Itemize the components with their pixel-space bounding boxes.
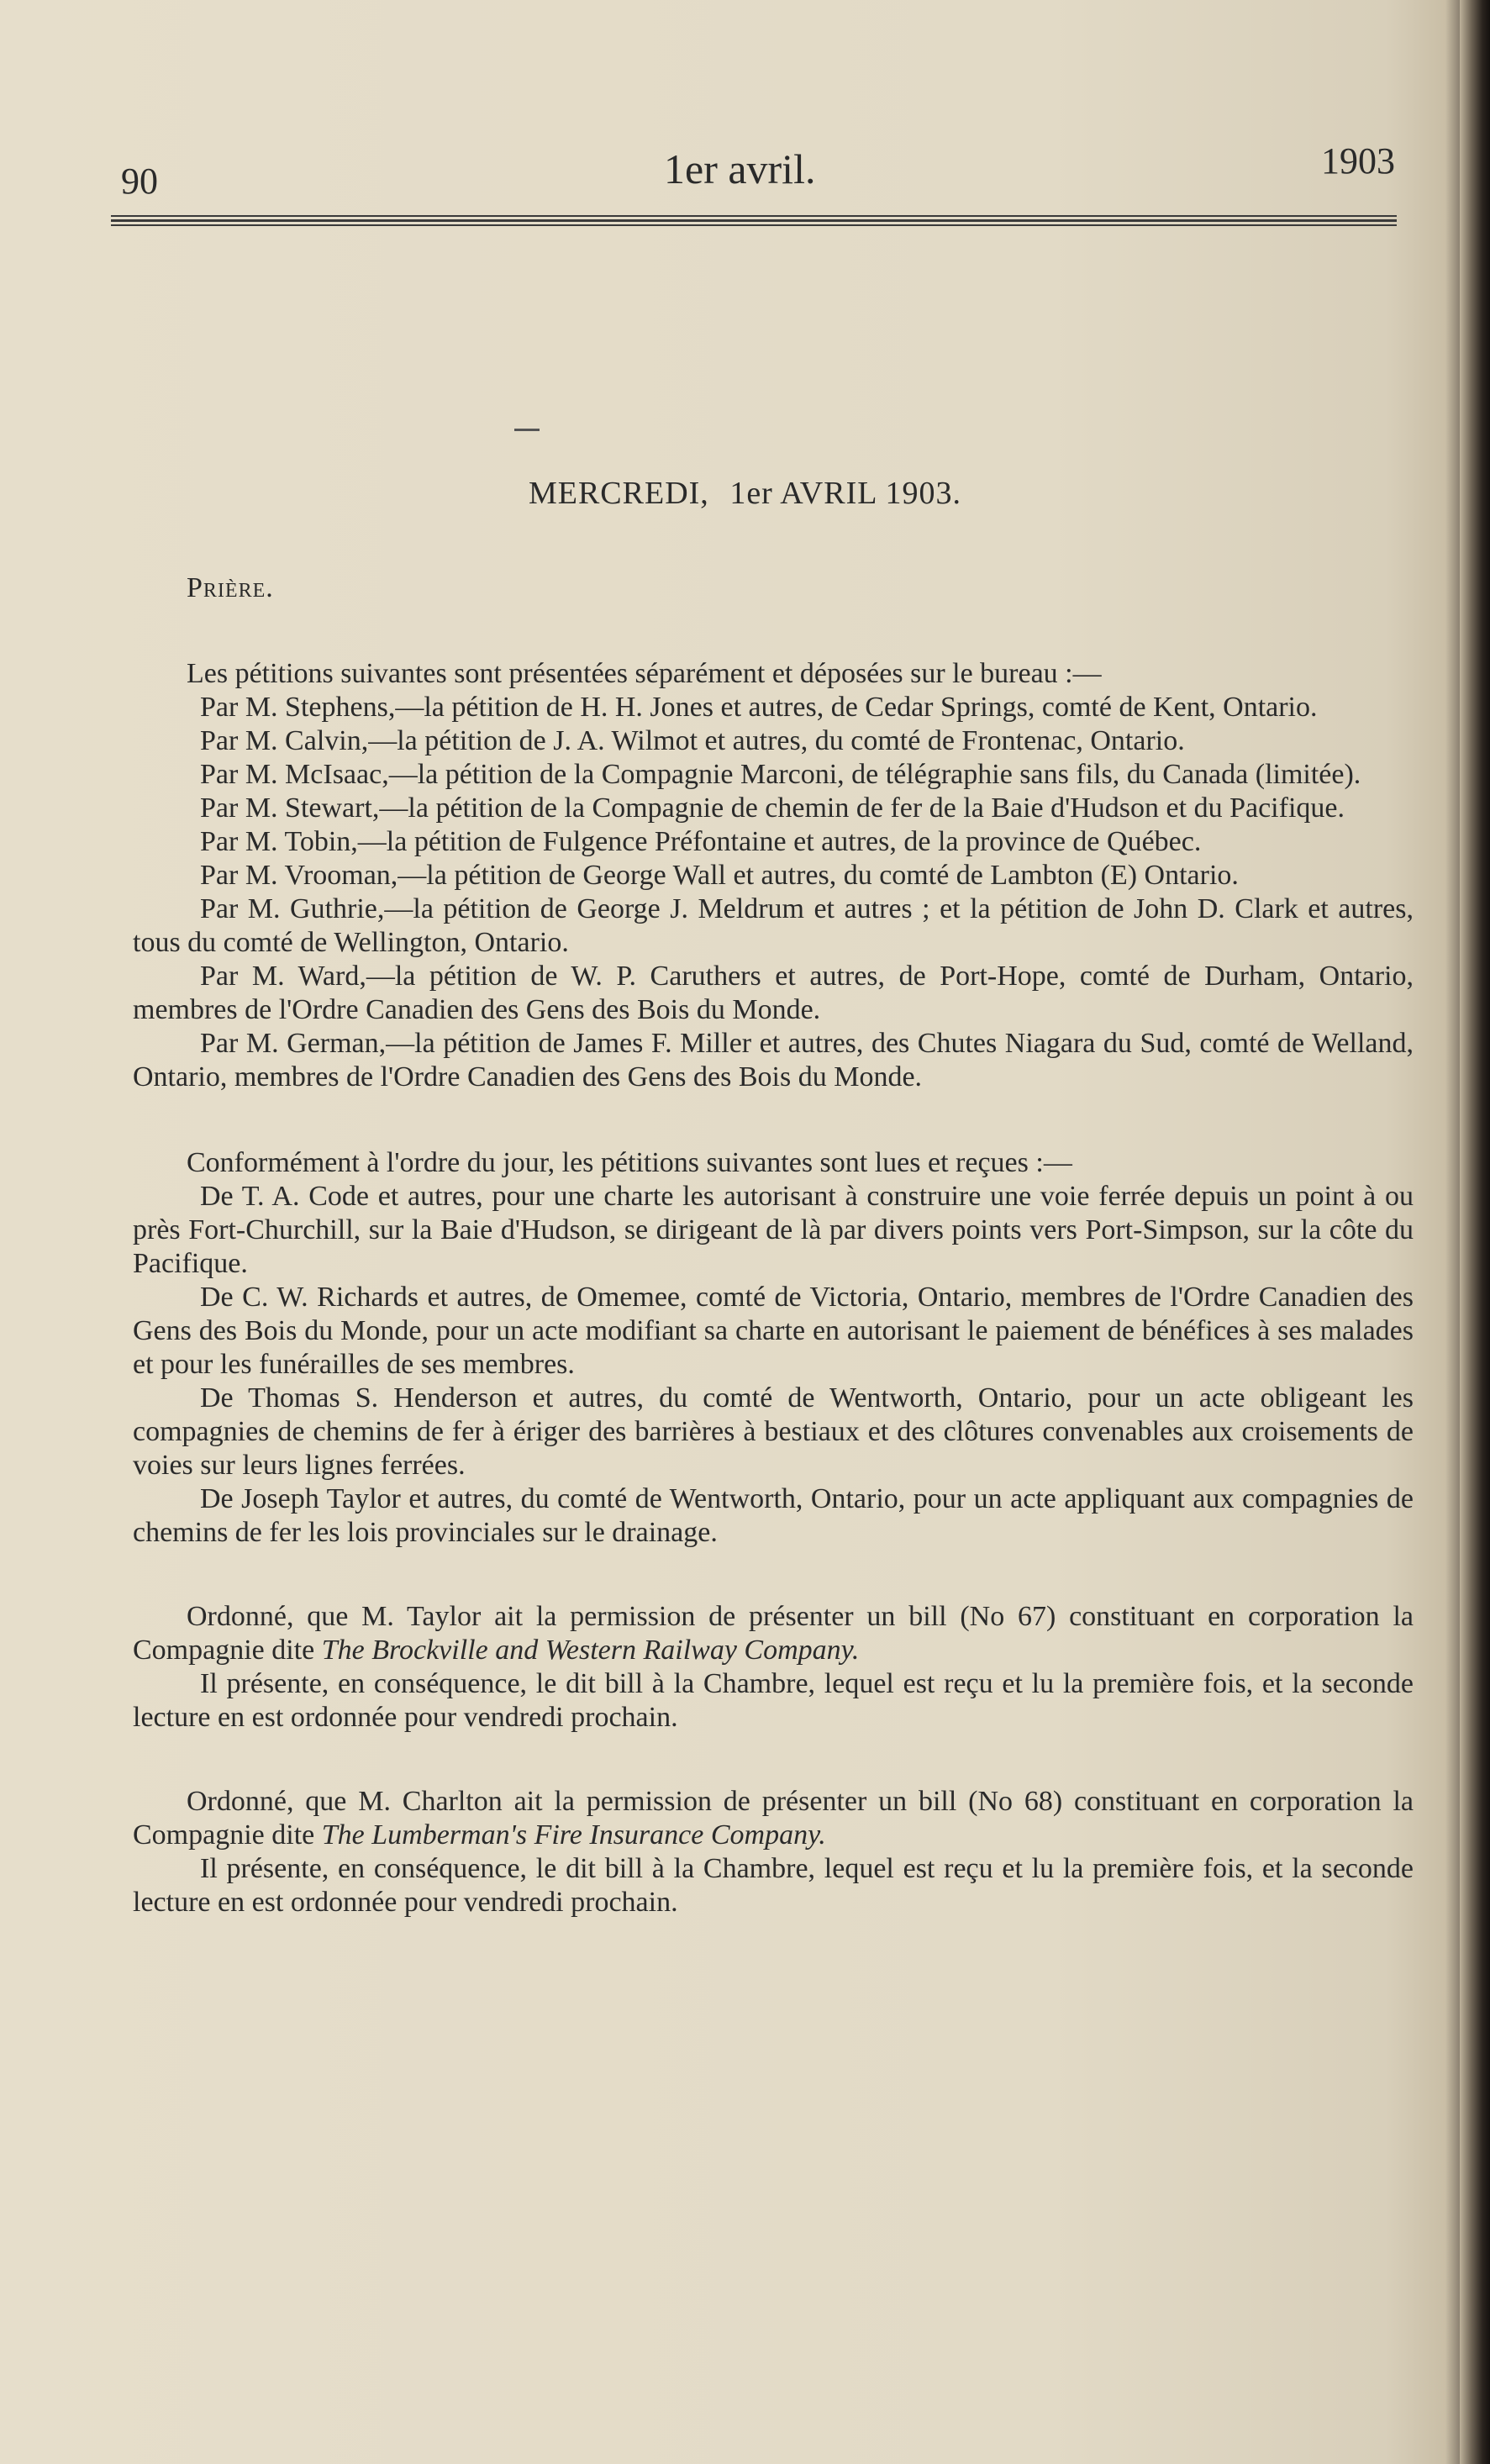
petition-presented-item: Par M. Calvin,—la pétition de J. A. Wilmot et autres, du comté de Frontenac, Ontario. [200,725,1185,756]
petition-presented-item: Par M. German,—la pétition de James F. Miller et autres, des Chutes Niagara du Sud, comté de Welland, Ontario, membres de l'Ordre Canadien des Gens des Bois du Monde. [133,1028,1414,1092]
bill-67-company: The Brockville and Western Railway Company. [321,1635,860,1666]
petitions-received-intro: Conformément à l'ordre du jour, les pétitions suivantes sont lues et reçues :— [187,1147,1072,1178]
petition-presented-item: Par M. McIsaac,—la pétition de la Compagnie Marconi, de télégraphie sans fils, du Canada (limitée). [200,759,1361,790]
running-head: 1er avril. [664,145,816,192]
petition-presented-item: Par M. Tobin,—la pétition de Fulgence Préfontaine et autres, de la province de Québec. [200,826,1202,857]
bill-68-text: Ordonné, que M. Charlton ait la permission de présenter un bill (No 68) constituant en corporation la Compagnie dite [133,1786,1414,1851]
petition-presented-item: Par M. Ward,—la pétition de W. P. Caruthers et autres, de Port-Hope, comté de Durham, Ontario, membres de l'Ordre Canadien des Gens des Bois du Monde. [133,961,1414,1025]
petition-received-item: De T. A. Code et autres, pour une charte les autorisant à construire une voie ferrée depuis un point à ou près Fort-Churchill, sur la Baie d'Hudson, se dirigeant de là par divers points vers Port-Simpson, sur la côte du Pacifique. [133,1181,1414,1279]
page-number: 90 [121,161,158,202]
bill-67-order [133,1600,1414,1667]
petition-received-item: De Joseph Taylor et autres, du comté de Wentworth, Ontario, pour un acte appliquant aux compagnies de chemins de fer les lois provinciales sur le drainage. [133,1483,1414,1548]
page-header [118,134,1395,202]
day-title [0,475,1490,512]
petition-presented-item: Par M. Stewart,—la pétition de la Compagnie de chemin de fer de la Baie d'Hudson et du Pacifique. [200,792,1345,824]
journal-body [133,571,1414,1919]
printer-dash [514,429,540,431]
bill-68-company: The Lumberman's Fire Insurance Company. [321,1819,826,1851]
book-spine-shadow [1460,0,1490,2464]
bill-67-text: Ordonné, que M. Taylor ait la permission de présenter un bill (No 67) constituant en corporation la Compagnie dite [133,1601,1414,1666]
petitions-presented-intro: Les pétitions suivantes sont présentées séparément et déposées sur le bureau :— [187,658,1102,689]
header-year: 1903 [1321,140,1395,182]
header-rule [111,215,1397,227]
bill-68-reading: Il présente, en conséquence, le dit bill à la Chambre, lequel est reçu et lu la première fois, et la seconde lecture en est ordonnée pour vendredi prochain. [133,1853,1414,1918]
petition-received-item: De Thomas S. Henderson et autres, du comté de Wentworth, Ontario, pour un acte obligeant les compagnies de chemins de fer à ériger des barrières à bestiaux et des clôtures convenables aux croisements de voies sur leurs lignes ferrées. [133,1382,1414,1481]
bill-68-order [133,1785,1414,1852]
petition-presented-item: Par M. Stephens,—la pétition de H. H. Jones et autres, de Cedar Springs, comté de Kent, Ontario. [200,692,1318,723]
petition-presented-item: Par M. Vrooman,—la pétition de George Wall et autres, du comté de Lambton (E) Ontario. [200,860,1239,891]
day-title-day: MERCREDI, [528,476,709,511]
petition-received-item: De C. W. Richards et autres, de Omemee, comté de Victoria, Ontario, membres de l'Ordre Canadien des Gens des Bois du Monde, pour un acte modifiant sa charte en autorisant le paiement de bénéfices à ses malades et pour les funérailles de ses membres. [133,1282,1414,1380]
priere-heading: Prière. [187,572,274,603]
petition-presented-item: Par M. Guthrie,—la pétition de George J. Meldrum et autres ; et la pétition de John D. Clark et autres, tous du comté de Wellington, Ontario. [133,893,1414,958]
bill-67-reading: Il présente, en conséquence, le dit bill à la Chambre, lequel est reçu et lu la première fois, et la seconde lecture en est ordonnée pour vendredi prochain. [133,1668,1414,1733]
day-title-date: 1er AVRIL 1903. [729,476,962,511]
